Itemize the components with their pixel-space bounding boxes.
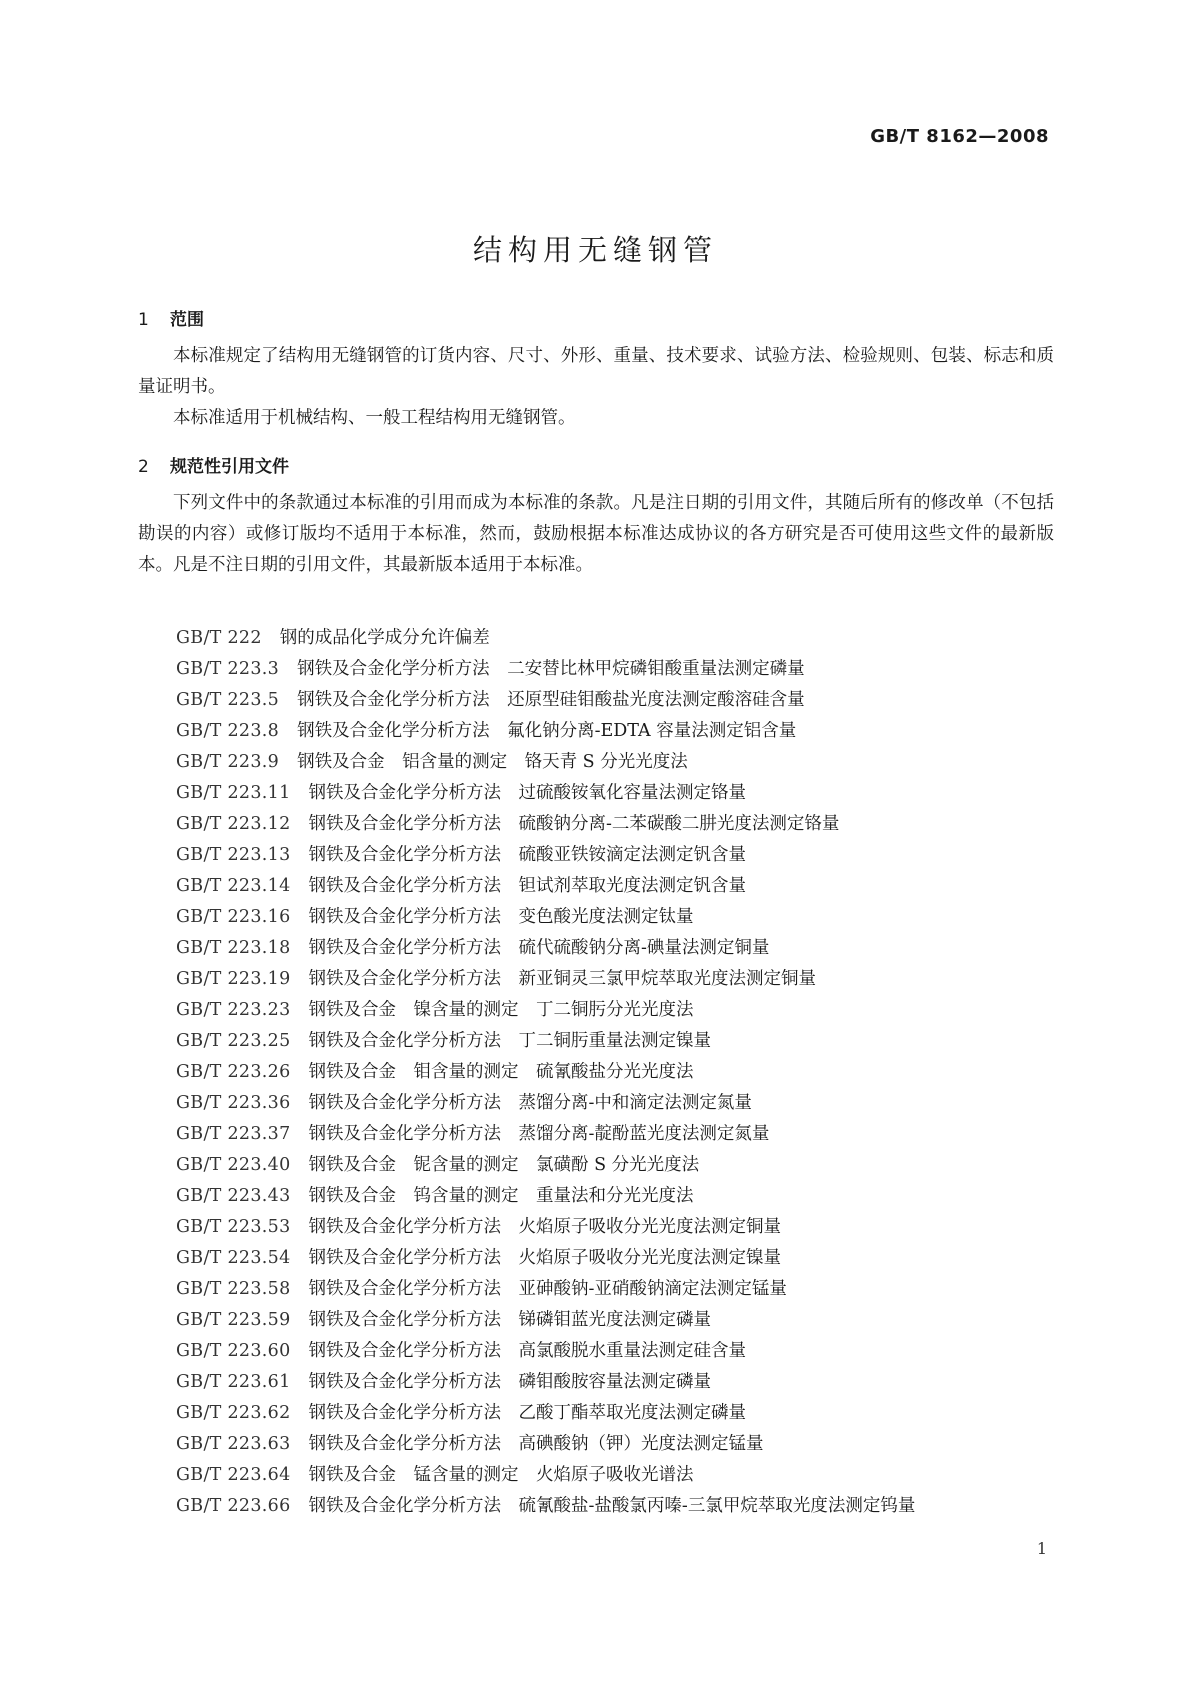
reference-item	[176, 778, 1076, 809]
reference-title: 钢铁及合金化学分析方法 硫代硫酸钠分离-碘量法测定铜量	[308, 938, 770, 958]
reference-item	[176, 1336, 1076, 1367]
reference-title: 钢铁及合金 镍含量的测定 丁二铜肟分光光度法	[308, 1000, 694, 1020]
reference-title: 钢铁及合金化学分析方法 磷钼酸胺容量法测定磷量	[308, 1372, 712, 1392]
document-title: 结构用无缝钢管	[472, 233, 718, 267]
reference-item	[176, 1274, 1076, 1305]
reference-code: GB/T 223.60	[176, 1341, 291, 1361]
reference-code: GB/T 223.25	[176, 1031, 291, 1051]
reference-title: 钢铁及合金 钨含量的测定 重量法和分光光度法	[308, 1186, 694, 1206]
reference-item	[176, 716, 1076, 747]
reference-item	[176, 1491, 1076, 1522]
reference-title: 钢铁及合金化学分析方法 硫酸钠分离-二苯碳酸二肼光度法测定铬量	[308, 814, 840, 834]
reference-title: 钢铁及合金 铝含量的测定 铬天青 S 分光光度法	[297, 752, 688, 772]
reference-code: GB/T 223.8	[176, 721, 280, 741]
reference-code: GB/T 223.59	[176, 1310, 291, 1330]
reference-item	[176, 1212, 1076, 1243]
reference-title: 钢铁及合金化学分析方法 火焰原子吸收分光光度法测定镍量	[308, 1248, 782, 1268]
reference-title: 钢铁及合金化学分析方法 亚砷酸钠-亚硝酸钠滴定法测定锰量	[308, 1279, 787, 1299]
reference-code: GB/T 223.43	[176, 1186, 291, 1206]
reference-code: GB/T 223.36	[176, 1093, 291, 1113]
reference-title: 钢铁及合金化学分析方法 蒸馏分离-中和滴定法测定氮量	[308, 1093, 752, 1113]
reference-code: GB/T 223.23	[176, 1000, 291, 1020]
reference-item	[176, 1367, 1076, 1398]
reference-item	[176, 1119, 1076, 1150]
reference-code: GB/T 223.62	[176, 1403, 291, 1423]
reference-title: 钢铁及合金 钼含量的测定 硫氰酸盐分光光度法	[308, 1062, 694, 1082]
reference-item	[176, 685, 1076, 716]
reference-code: GB/T 223.64	[176, 1465, 291, 1485]
reference-item	[176, 747, 1076, 778]
reference-title: 钢铁及合金 锰含量的测定 火焰原子吸收光谱法	[308, 1465, 694, 1485]
standard-number: GB/T 8162—2008	[870, 126, 1049, 147]
reference-code: GB/T 223.13	[176, 845, 291, 865]
section-2-intro: 下列文件中的条款通过本标准的引用而成为本标准的条款。凡是注日期的引用文件，其随后所有的修改单（不包括勘误的内容）或修订版均不适用于本标准，然而，鼓励根据本标准达成协议的各方研究是否可使用这些文件的最新版本。凡是不注日期的引用文件，其最新版本适用于本标准。	[138, 493, 1054, 575]
reference-item	[176, 1305, 1076, 1336]
reference-item	[176, 964, 1076, 995]
reference-title: 钢铁及合金化学分析方法 高碘酸钠（钾）光度法测定锰量	[308, 1434, 764, 1454]
reference-code: GB/T 223.66	[176, 1496, 291, 1516]
reference-title: 钢铁及合金化学分析方法 新亚铜灵三氯甲烷萃取光度法测定铜量	[308, 969, 817, 989]
reference-code: GB/T 223.61	[176, 1372, 291, 1392]
reference-item	[176, 933, 1076, 964]
reference-code: GB/T 223.63	[176, 1434, 291, 1454]
reference-code: GB/T 223.16	[176, 907, 291, 927]
reference-title: 钢铁及合金化学分析方法 蒸馏分离-靛酚蓝光度法测定氮量	[308, 1124, 770, 1144]
reference-item	[176, 902, 1076, 933]
reference-title: 钢铁及合金化学分析方法 高氯酸脱水重量法测定硅含量	[308, 1341, 747, 1361]
section-1-paragraph-1: 本标准规定了结构用无缝钢管的订货内容、尺寸、外形、重量、技术要求、试验方法、检验规则、包装、标志和质量证明书。	[138, 346, 1054, 397]
reference-title: 钢铁及合金化学分析方法 钽试剂萃取光度法测定钒含量	[308, 876, 747, 896]
reference-title: 钢铁及合金化学分析方法 锑磷钼蓝光度法测定磷量	[308, 1310, 712, 1330]
section-1-paragraph-2: 本标准适用于机械结构、一般工程结构用无缝钢管。	[173, 408, 576, 428]
reference-title: 钢铁及合金化学分析方法 火焰原子吸收分光光度法测定铜量	[308, 1217, 782, 1237]
reference-code: GB/T 223.18	[176, 938, 291, 958]
reference-item	[176, 1398, 1076, 1429]
reference-code: GB/T 223.14	[176, 876, 291, 896]
reference-code: GB/T 223.58	[176, 1279, 291, 1299]
reference-item	[176, 871, 1076, 902]
reference-code: GB/T 223.40	[176, 1155, 291, 1175]
reference-title: 钢铁及合金化学分析方法 还原型硅钼酸盐光度法测定酸溶硅含量	[297, 690, 805, 710]
reference-title: 钢铁及合金化学分析方法 硫酸亚铁铵滴定法测定钒含量	[308, 845, 747, 865]
reference-code: GB/T 222	[176, 628, 262, 648]
reference-item	[176, 1057, 1076, 1088]
reference-item	[176, 1150, 1076, 1181]
section-1-number: 1	[138, 310, 149, 330]
reference-title: 钢铁及合金化学分析方法 硫氰酸盐-盐酸氯丙嗪-三氯甲烷萃取光度法测定钨量	[308, 1496, 916, 1516]
reference-title: 钢铁及合金化学分析方法 丁二铜肟重量法测定镍量	[308, 1031, 712, 1051]
section-2-title: 规范性引用文件	[170, 457, 289, 477]
reference-title: 钢的成品化学成分允许偏差	[279, 628, 490, 648]
reference-code: GB/T 223.9	[176, 752, 280, 772]
reference-title: 钢铁及合金化学分析方法 乙酸丁酯萃取光度法测定磷量	[308, 1403, 747, 1423]
reference-item	[176, 1026, 1076, 1057]
reference-title: 钢铁及合金化学分析方法 变色酸光度法测定钛量	[308, 907, 694, 927]
reference-item	[176, 1088, 1076, 1119]
reference-code: GB/T 223.3	[176, 659, 280, 679]
reference-list	[176, 623, 1076, 1522]
reference-code: GB/T 223.53	[176, 1217, 291, 1237]
reference-title: 钢铁及合金 铌含量的测定 氯磺酚 S 分光光度法	[308, 1155, 700, 1175]
reference-item	[176, 995, 1076, 1026]
reference-code: GB/T 223.37	[176, 1124, 291, 1144]
section-1-heading	[138, 305, 204, 330]
reference-code: GB/T 223.5	[176, 690, 280, 710]
reference-item	[176, 1460, 1076, 1491]
reference-item	[176, 623, 1076, 654]
page-number: 1	[1036, 1539, 1047, 1558]
reference-code: GB/T 223.19	[176, 969, 291, 989]
reference-title: 钢铁及合金化学分析方法 过硫酸铵氧化容量法测定铬量	[308, 783, 747, 803]
reference-title: 钢铁及合金化学分析方法 氟化钠分离-EDTA 容量法测定铝含量	[297, 721, 797, 741]
reference-item	[176, 654, 1076, 685]
reference-item	[176, 1243, 1076, 1274]
section-2-number: 2	[138, 457, 149, 477]
reference-item	[176, 1429, 1076, 1460]
reference-title: 钢铁及合金化学分析方法 二安替比林甲烷磷钼酸重量法测定磷量	[297, 659, 805, 679]
reference-item	[176, 840, 1076, 871]
reference-code: GB/T 223.11	[176, 783, 291, 803]
reference-item	[176, 809, 1076, 840]
reference-item	[176, 1181, 1076, 1212]
reference-code: GB/T 223.12	[176, 814, 291, 834]
reference-code: GB/T 223.26	[176, 1062, 291, 1082]
section-1-title: 范围	[170, 310, 204, 330]
reference-code: GB/T 223.54	[176, 1248, 291, 1268]
section-2-heading	[138, 452, 289, 477]
